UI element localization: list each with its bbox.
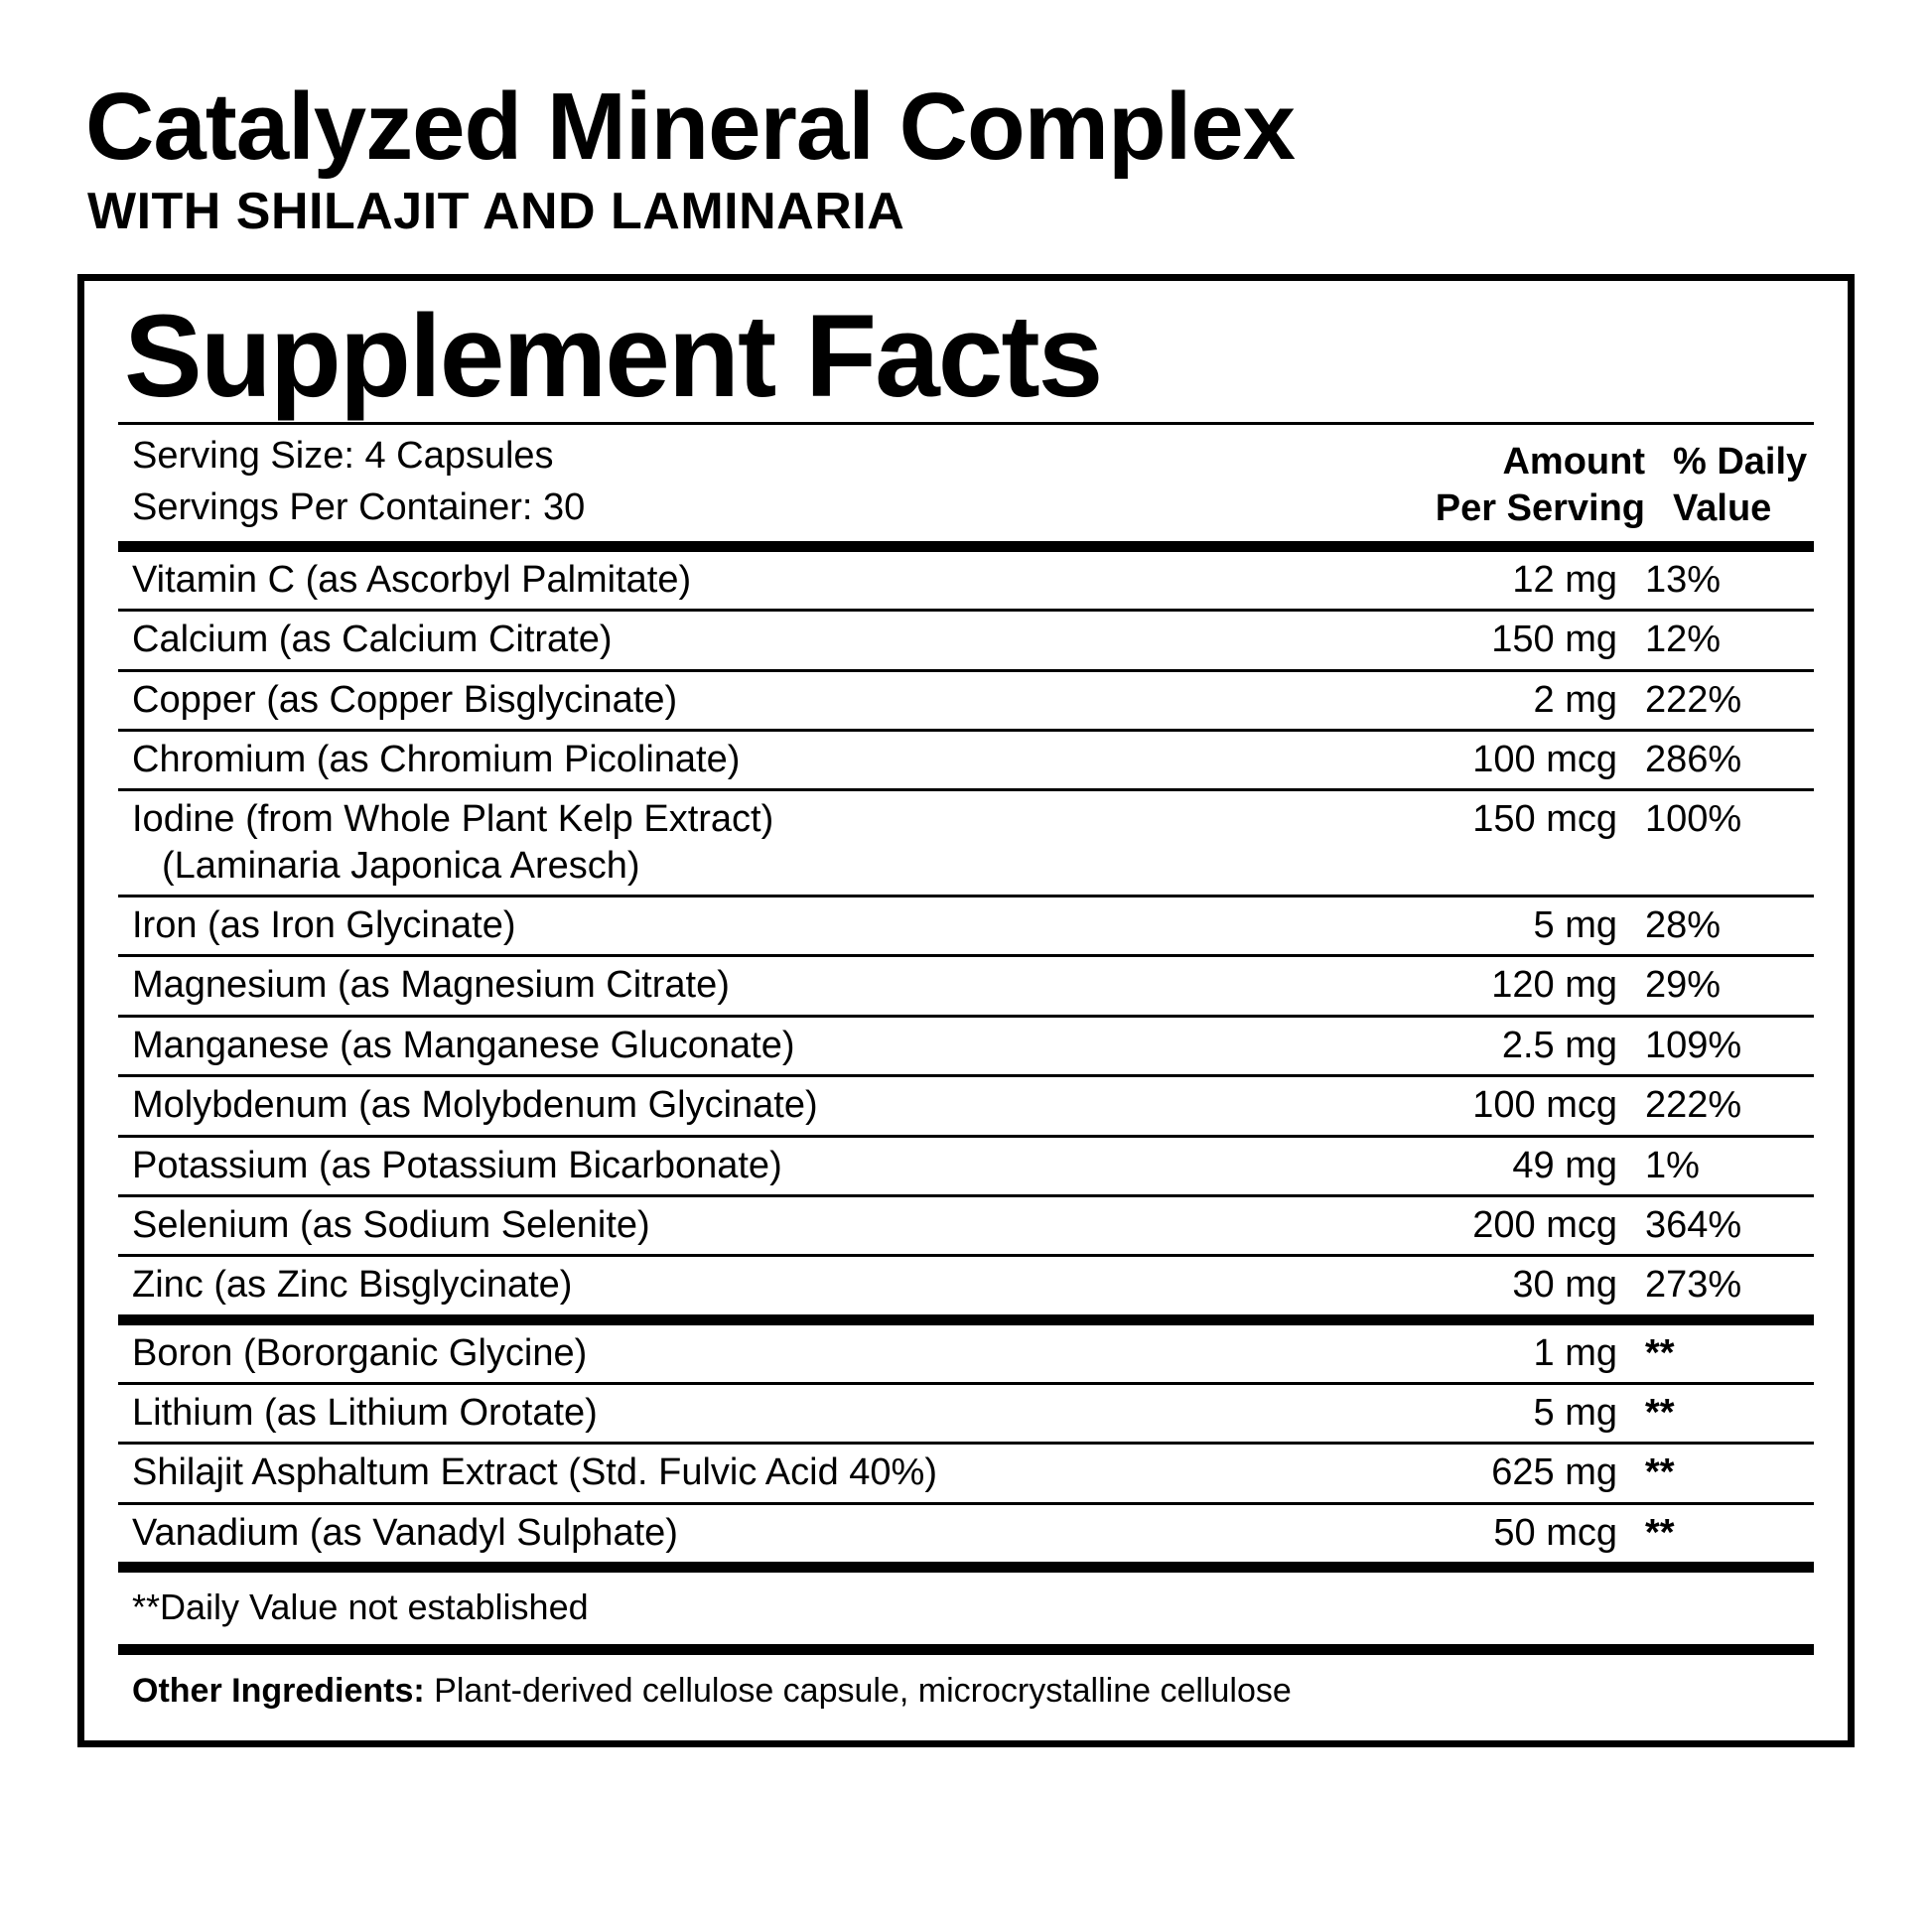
nutrient-amount: 100 mcg	[1351, 731, 1617, 790]
serving-info-row	[118, 425, 1814, 541]
nutrient-amount: 50 mcg	[1493, 1511, 1617, 1554]
nutrient-daily-value: 286%	[1617, 731, 1814, 790]
nutrient-amount: 150 mg	[1351, 611, 1617, 670]
nutrient-amount: 5 mg	[1351, 1383, 1617, 1443]
nutrient-name: Iron (as Iron Glycinate)	[118, 897, 1351, 956]
divider-between-blocks	[118, 1314, 1814, 1325]
table-row	[118, 670, 1814, 730]
serving-info	[118, 431, 585, 533]
nutrient-rows-main	[118, 552, 1814, 1314]
nutrient-name-line2: (Laminaria Japonica Aresch)	[162, 844, 640, 887]
table-row	[118, 1016, 1814, 1075]
servings-per-container: Servings Per Container: 30	[132, 485, 586, 528]
nutrient-daily-value: 28%	[1617, 897, 1814, 956]
nutrient-daily-value: 222%	[1617, 670, 1814, 730]
nutrient-name: Vitamin C (as Ascorbyl Palmitate)	[118, 552, 1351, 611]
table-row	[118, 1325, 1814, 1384]
divider-below-nutrients	[118, 1562, 1814, 1573]
other-ingredients	[118, 1655, 1814, 1719]
table-row	[118, 790, 1814, 897]
nutrient-amount: 12 mg	[1351, 552, 1617, 611]
amount-header-line2: Per Serving	[1435, 487, 1645, 530]
nutrient-name: Vanadium (as Vanadyl Sulphate)	[132, 1511, 678, 1554]
table-row	[118, 1136, 1814, 1195]
table-row	[118, 1383, 1814, 1443]
nutrient-amount: 2 mg	[1351, 670, 1617, 730]
nutrient-daily-value: 100%	[1617, 790, 1814, 897]
divider-above-nutrients	[118, 541, 1814, 552]
daily-value-footnote: **Daily Value not established	[132, 1587, 589, 1628]
nutrient-daily-value: 109%	[1617, 1016, 1814, 1075]
nutrient-amount: 200 mcg	[1351, 1195, 1617, 1255]
nutrient-table-secondary	[118, 1325, 1814, 1562]
table-row	[118, 897, 1814, 956]
nutrient-name-line1: Iodine (from Whole Plant Kelp Extract)	[132, 798, 774, 841]
nutrient-daily-value: 273%	[1645, 1264, 1742, 1307]
supplement-facts-panel	[77, 274, 1855, 1747]
other-ingredients-label: Other Ingredients:	[132, 1672, 425, 1711]
table-row	[118, 1195, 1814, 1255]
nutrient-name: Shilajit Asphaltum Extract (Std. Fulvic Acid 40%)	[118, 1444, 1351, 1503]
nutrient-rows-secondary	[118, 1325, 1814, 1562]
table-row	[118, 1076, 1814, 1136]
nutrient-name: Lithium (as Lithium Orotate)	[118, 1383, 1351, 1443]
daily-value-header	[1645, 439, 1814, 533]
nutrient-name: Boron (Bororganic Glycine)	[118, 1325, 1351, 1384]
divider-above-other-ingredients	[118, 1644, 1814, 1655]
nutrient-daily-value: **	[1617, 1383, 1814, 1443]
amount-per-serving-header	[1379, 439, 1645, 533]
serving-size: Serving Size: 4 Capsules	[132, 435, 554, 478]
table-row	[118, 731, 1814, 790]
column-headers	[1379, 439, 1814, 533]
supplement-facts-title: Supplement Facts	[124, 290, 1102, 422]
nutrient-name: Chromium (as Chromium Picolinate)	[118, 731, 1351, 790]
table-row	[118, 1256, 1814, 1314]
nutrient-daily-value: **	[1645, 1511, 1675, 1554]
nutrient-daily-value: **	[1617, 1325, 1814, 1384]
nutrient-amount: 2.5 mg	[1351, 1016, 1617, 1075]
nutrient-amount: 49 mg	[1351, 1136, 1617, 1195]
product-title: Catalyzed Mineral Complex	[85, 73, 1296, 180]
nutrient-amount: 625 mg	[1351, 1444, 1617, 1503]
table-row	[118, 552, 1814, 611]
nutrient-name	[118, 790, 1351, 897]
nutrient-amount: 30 mg	[1512, 1264, 1617, 1307]
nutrient-daily-value: 1%	[1617, 1136, 1814, 1195]
nutrient-daily-value: 12%	[1617, 611, 1814, 670]
nutrient-amount: 5 mg	[1351, 897, 1617, 956]
nutrient-name: Manganese (as Manganese Gluconate)	[118, 1016, 1351, 1075]
nutrient-name: Magnesium (as Magnesium Citrate)	[118, 956, 1351, 1016]
nutrient-daily-value: 222%	[1617, 1076, 1814, 1136]
nutrient-name: Zinc (as Zinc Bisglycinate)	[132, 1264, 573, 1307]
dv-header-line1: % Daily	[1673, 440, 1808, 483]
nutrient-name: Potassium (as Potassium Bicarbonate)	[118, 1136, 1351, 1195]
table-row	[118, 1503, 1814, 1562]
dv-header-line2: Value	[1673, 487, 1772, 530]
nutrient-amount: 150 mcg	[1351, 790, 1617, 897]
nutrient-name: Copper (as Copper Bisglycinate)	[118, 670, 1351, 730]
nutrient-daily-value: 13%	[1617, 552, 1814, 611]
table-row	[118, 611, 1814, 670]
nutrient-daily-value: 29%	[1617, 956, 1814, 1016]
nutrient-daily-value: 364%	[1617, 1195, 1814, 1255]
table-row	[118, 1444, 1814, 1503]
nutrient-name: Calcium (as Calcium Citrate)	[118, 611, 1351, 670]
nutrient-daily-value: **	[1617, 1444, 1814, 1503]
nutrient-amount: 1 mg	[1351, 1325, 1617, 1384]
nutrient-amount: 100 mcg	[1351, 1076, 1617, 1136]
amount-header-line1: Amount	[1502, 440, 1645, 483]
table-row	[118, 956, 1814, 1016]
nutrient-name: Selenium (as Sodium Selenite)	[118, 1195, 1351, 1255]
nutrient-table-main	[118, 552, 1814, 1314]
nutrient-amount: 120 mg	[1351, 956, 1617, 1016]
product-subtitle: WITH SHILAJIT AND LAMINARIA	[87, 182, 905, 240]
nutrient-name: Molybdenum (as Molybdenum Glycinate)	[118, 1076, 1351, 1136]
other-ingredients-value: Plant-derived cellulose capsule, microcrystalline cellulose	[434, 1672, 1292, 1711]
